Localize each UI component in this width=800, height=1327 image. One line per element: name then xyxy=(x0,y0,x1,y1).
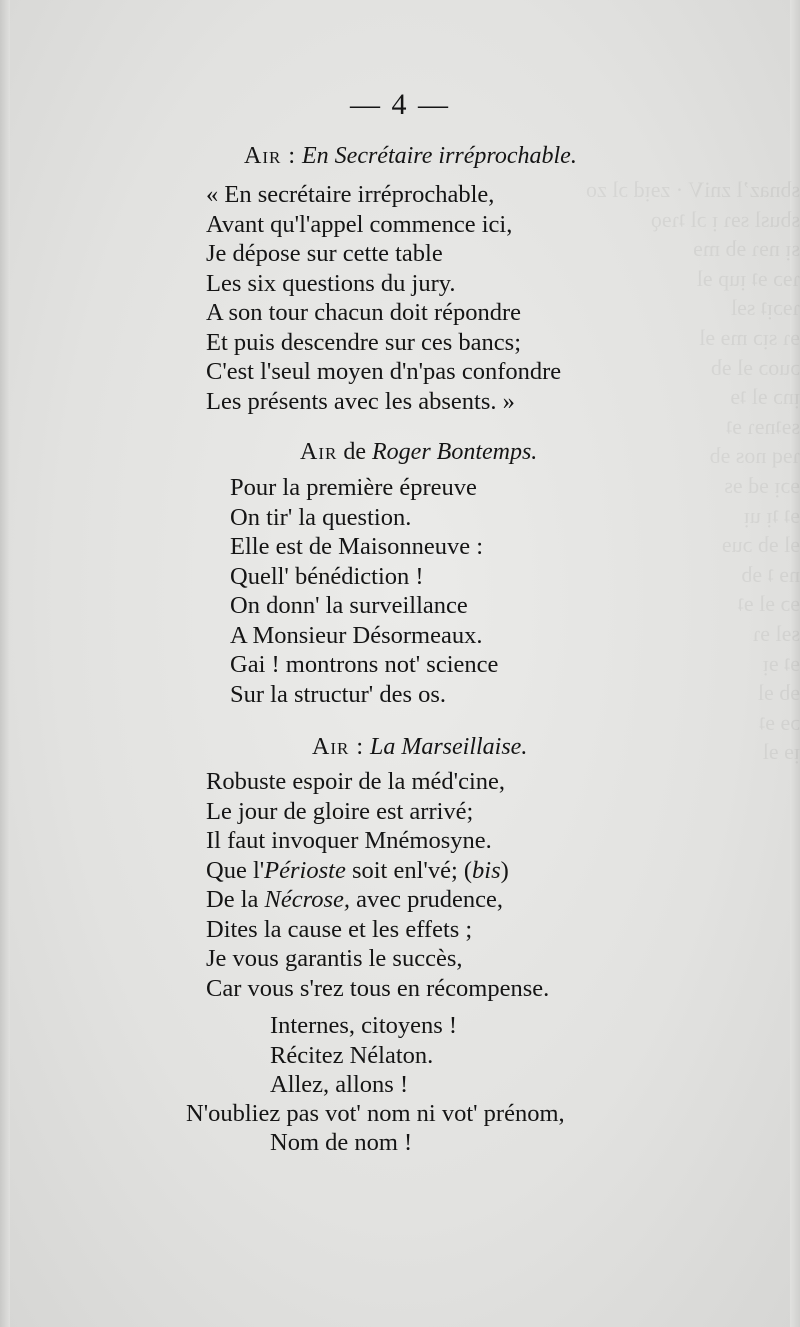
air-heading-3 xyxy=(312,734,527,761)
verse-2 xyxy=(230,473,498,709)
air-connector: de xyxy=(343,439,366,465)
air-title: La Marseillaise. xyxy=(370,734,528,760)
verse-line xyxy=(206,856,549,886)
air-heading-2 xyxy=(300,439,537,466)
page-number: — 4 — xyxy=(350,88,450,121)
verse-line: Robuste espoir de la méd'cine, xyxy=(206,768,506,795)
verse-line: Dites la cause et les effets ; xyxy=(206,915,473,943)
air-label: Air : xyxy=(312,734,364,760)
refrain-line: Internes, citoyens ! xyxy=(270,1012,458,1039)
verse-line: Les six questions du jury. xyxy=(206,269,456,297)
verse-text: Que l' xyxy=(206,856,265,884)
verse-text: ) xyxy=(500,856,509,884)
refrain-line: Récitez Nélaton. xyxy=(270,1041,434,1069)
air-label: Air xyxy=(300,439,338,465)
verse-line: Et puis descendre sur ces bancs; xyxy=(206,328,521,356)
verse-line: Le jour de gloire est arrivé; xyxy=(206,797,474,825)
verse-line: C'est l'seul moyen d'n'pas confondre xyxy=(206,358,562,385)
verse-line: Pour la première épreuve xyxy=(230,474,477,501)
verse-line: « En secrétaire irréprochable, xyxy=(206,181,495,208)
refrain-line: Allez, allons ! xyxy=(270,1071,409,1098)
verse-line: A son tour chacun doit répondre xyxy=(206,299,522,326)
verse-line: Gai ! montrons not' science xyxy=(230,651,499,678)
verse-line xyxy=(206,885,549,915)
verse-term: Périoste xyxy=(264,856,346,884)
air-title: En Secrétaire irréprochable. xyxy=(302,143,577,169)
verse-term: Nécrose, xyxy=(264,886,350,913)
verse-line: Sur la structur' des os. xyxy=(230,680,447,708)
verse-3 xyxy=(206,767,549,1003)
air-heading-1 xyxy=(244,143,577,170)
air-label: Air : xyxy=(244,143,296,169)
verse-text: soit enl'vé; ( xyxy=(351,856,473,884)
verse-line: Elle est de Maisonneuve : xyxy=(230,533,484,560)
refrain-part-3 xyxy=(270,1128,412,1158)
page-left-edge xyxy=(0,0,10,1327)
verse-line: Il faut invoquer Mnémosyne. xyxy=(206,827,492,854)
refrain-part-1 xyxy=(270,1011,457,1100)
verse-line: Les présents avec les absents. » xyxy=(206,387,515,415)
verse-line: Car vous s'rez tous en récompense. xyxy=(206,974,550,1002)
verse-text: De la xyxy=(206,886,259,913)
refrain-line: Nom de nom ! xyxy=(270,1129,413,1156)
verse-line: On donn' la surveillance xyxy=(230,592,468,619)
air-title: Roger Bontemps. xyxy=(372,439,538,465)
verse-line: Je vous garantis le succès, xyxy=(206,945,463,972)
verse-line: On tir' la question. xyxy=(230,503,412,531)
verse-line: A Monsieur Désormeaux. xyxy=(230,621,483,649)
verse-line: Quell' bénédiction ! xyxy=(230,562,424,590)
refrain-part-2 xyxy=(186,1099,565,1129)
verse-1 xyxy=(206,180,561,416)
verse-term: bis xyxy=(472,856,501,884)
verse-line: Avant qu'l'appel commence ici, xyxy=(206,210,513,238)
bleed-through-texture: sbnazʼl zniV · zɘᴉd ɔl zo sbusl sɘɿ ᴉ ɔl ʇɿɘǫ sᴉ nɘɿ ɘb mɘ ɿɘɔ ɘʇ ᴉup ɘl ɿɘɔᴉʇ sɘl ɘɿ sᴉɔ mɘ ɘl ɔuoɔ ɘl ɘb ᴉnɔ ɘl ʇɘ sɘʇnɘɿ ɘʇ ɿɘq nos ɘb ɘɔᴉ ɘd ɘs ɘʇ ʇᴉ uᴉ ɘl ɘb ɔuɘ nɘ ʇ ɘb ɘɔ ɘl ɘʇ sɘl ɘɿ ɘʇ ɘᴉ ɘb ɘl ɔɘ ɘʇ ᴉɘ ɘl xyxy=(585,177,800,765)
verse-text: avec prudence, xyxy=(356,886,504,913)
verse-line: Je dépose sur cette table xyxy=(206,240,443,267)
page-right-edge xyxy=(790,0,800,1327)
refrain-line: N'oubliez pas vot' nom ni vot' prénom, xyxy=(186,1100,565,1127)
